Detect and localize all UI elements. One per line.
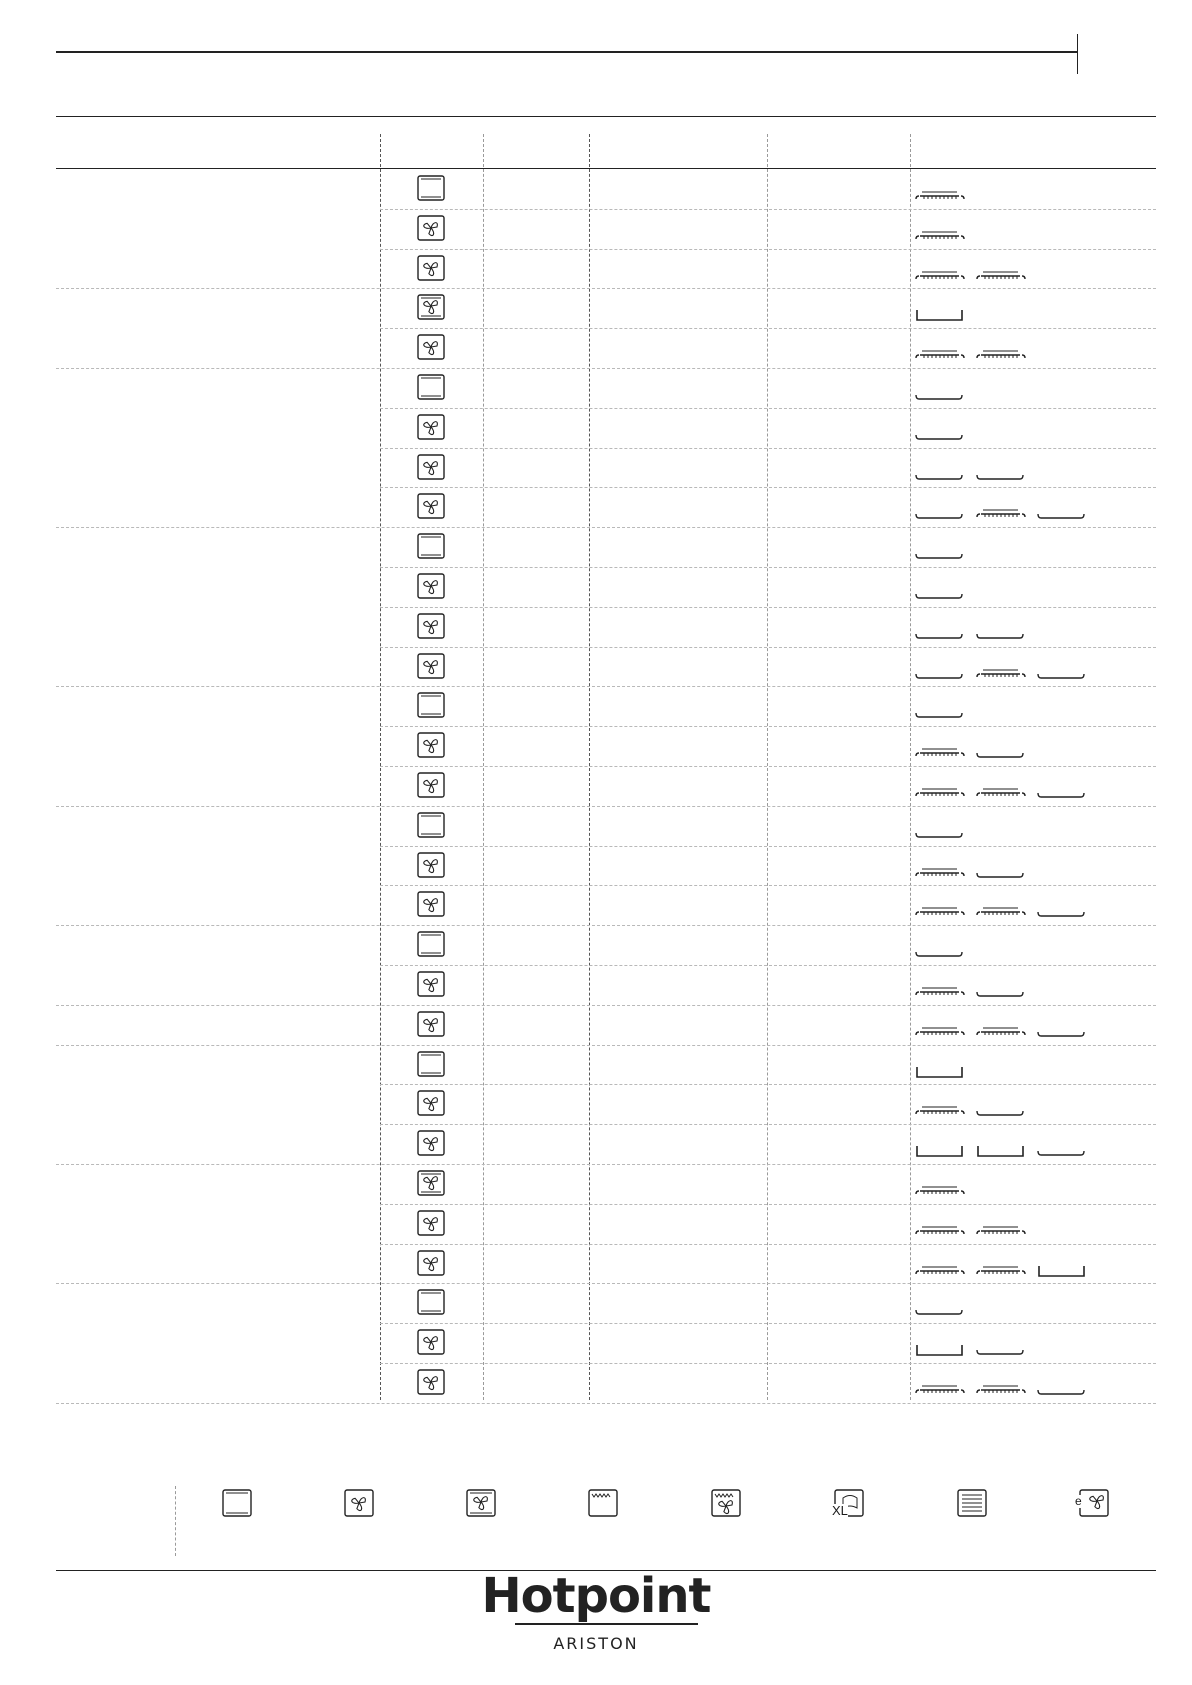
shelf-grill-icon [914, 905, 966, 921]
shelf-pan-icon [914, 1065, 966, 1081]
shelf-tray-icon [914, 547, 966, 563]
shelf-tray-icon [914, 667, 966, 683]
legend-xl-label: XL [832, 1503, 848, 1518]
fan-icon [417, 653, 445, 679]
row-separator [380, 726, 1156, 727]
shelf-pan-icon [914, 1343, 966, 1359]
col-divider-3 [589, 134, 590, 1400]
group-separator [56, 1005, 1156, 1006]
fan-icon [417, 493, 445, 519]
legend-static-icon [222, 1489, 252, 1519]
shelf-tray-icon [1036, 905, 1088, 921]
row-separator [380, 1323, 1156, 1324]
fan-icon [417, 1369, 445, 1395]
shelf-tray-icon [914, 945, 966, 961]
shelf-tray-icon [1036, 667, 1088, 683]
group-separator [56, 925, 1156, 926]
shelf-tray-icon [914, 627, 966, 643]
shelf-tray-icon [975, 1343, 1027, 1359]
shelf-grill-icon [975, 348, 1027, 364]
group-separator [56, 1164, 1156, 1165]
row-separator [380, 607, 1156, 608]
shelf-grill-icon [914, 985, 966, 1001]
fan-icon [417, 334, 445, 360]
row-separator [380, 408, 1156, 409]
fan-icon [417, 215, 445, 241]
shelf-tray-icon [914, 388, 966, 404]
shelf-tray-icon [914, 826, 966, 842]
row-separator [380, 1084, 1156, 1085]
static-icon [417, 812, 445, 838]
brand-sub: ARISTON [553, 1634, 639, 1653]
shelf-pan-icon [914, 1144, 966, 1160]
fan-icon [417, 772, 445, 798]
shelf-tray-icon [1036, 1025, 1088, 1041]
col-divider-1 [380, 134, 381, 1400]
shelf-grill-icon [975, 786, 1027, 802]
fan-icon [417, 1130, 445, 1156]
shelf-grill-icon [914, 189, 966, 205]
row-separator [380, 328, 1156, 329]
shelf-tray-icon [914, 1303, 966, 1319]
table-top-rule [56, 116, 1156, 117]
fan-icon [417, 255, 445, 281]
fan-icon [417, 852, 445, 878]
shelf-pan-icon [914, 308, 966, 324]
static-icon [417, 175, 445, 201]
shelf-grill-icon [914, 866, 966, 882]
row-separator [380, 1363, 1156, 1364]
row-separator [380, 1244, 1156, 1245]
col-divider-2 [483, 134, 484, 1400]
shelf-pan-icon [975, 1144, 1027, 1160]
shelf-grill-icon [914, 746, 966, 762]
shelf-tray-icon [975, 746, 1027, 762]
row-separator [380, 448, 1156, 449]
group-separator [56, 368, 1156, 369]
shelf-grill-icon [975, 1224, 1027, 1240]
row-separator [380, 1124, 1156, 1125]
shelf-grill-icon [975, 269, 1027, 285]
shelf-grill-icon [975, 1025, 1027, 1041]
shelf-grill-icon [914, 1224, 966, 1240]
top-rule-tick [1077, 34, 1078, 74]
shelf-grill-icon [914, 1264, 966, 1280]
shelf-grill-icon [914, 1025, 966, 1041]
shelf-tray-icon [914, 587, 966, 603]
convection-icon [417, 294, 445, 320]
row-separator [380, 766, 1156, 767]
shelf-tray-icon [975, 468, 1027, 484]
fan-icon [417, 1250, 445, 1276]
shelf-tray-icon [975, 627, 1027, 643]
row-separator [380, 846, 1156, 847]
row-separator [380, 1204, 1156, 1205]
group-separator [56, 1045, 1156, 1046]
static-icon [417, 1051, 445, 1077]
brand-logo: Hotpoint [481, 1568, 711, 1624]
fan-icon [417, 971, 445, 997]
fan-icon [417, 732, 445, 758]
shelf-tray-icon [1036, 507, 1088, 523]
row-separator [380, 885, 1156, 886]
legend-convection-icon [466, 1489, 496, 1519]
fan-icon [417, 454, 445, 480]
fan-icon [417, 1011, 445, 1037]
shelf-tray-icon [1036, 786, 1088, 802]
row-separator [380, 209, 1156, 210]
row-separator [380, 567, 1156, 568]
table-header-rule [56, 168, 1156, 169]
legend-fan-icon [344, 1489, 374, 1519]
legend-grill-icon [588, 1489, 618, 1519]
static-icon [417, 931, 445, 957]
shelf-pan-icon [1036, 1264, 1088, 1280]
shelf-tray-icon [1036, 1383, 1088, 1399]
shelf-tray-icon [975, 866, 1027, 882]
fan-icon [417, 1210, 445, 1236]
col-divider-5 [910, 134, 911, 1400]
legend-turbo-grill-icon [711, 1489, 741, 1519]
shelf-grill-icon [975, 667, 1027, 683]
row-separator [380, 249, 1156, 250]
shelf-tray-icon [914, 706, 966, 722]
static-icon [417, 692, 445, 718]
fan-icon [417, 573, 445, 599]
fan-icon [417, 1090, 445, 1116]
shelf-grill-icon [914, 1383, 966, 1399]
legend-xl-icon [834, 1489, 864, 1519]
shelf-tray-icon [914, 468, 966, 484]
shelf-tray-icon [1036, 1144, 1088, 1160]
static-icon [417, 533, 445, 559]
group-separator [56, 288, 1156, 289]
legend-divider [175, 1486, 176, 1556]
group-separator [56, 1283, 1156, 1284]
shelf-tray-icon [975, 1104, 1027, 1120]
shelf-grill-icon [914, 269, 966, 285]
top-rule [56, 51, 1078, 53]
group-separator [56, 806, 1156, 807]
row-separator [380, 965, 1156, 966]
fan-icon [417, 891, 445, 917]
shelf-grill-icon [914, 1104, 966, 1120]
shelf-grill-icon [914, 786, 966, 802]
static-icon [417, 1289, 445, 1315]
static-icon [417, 374, 445, 400]
group-separator [56, 686, 1156, 687]
shelf-tray-icon [975, 985, 1027, 1001]
fan-icon [417, 1329, 445, 1355]
shelf-grill-icon [975, 905, 1027, 921]
shelf-grill-icon [914, 229, 966, 245]
group-separator [56, 527, 1156, 528]
group-separator [56, 1403, 1156, 1404]
fan-icon [417, 414, 445, 440]
legend-eco-fan-label: e [1075, 1494, 1082, 1508]
shelf-grill-icon [975, 1383, 1027, 1399]
shelf-tray-icon [914, 428, 966, 444]
legend-eco-fan-icon [1075, 1489, 1109, 1519]
convection-icon [417, 1170, 445, 1196]
col-divider-4 [767, 134, 768, 1400]
row-separator [380, 487, 1156, 488]
row-separator [380, 647, 1156, 648]
shelf-grill-icon [975, 507, 1027, 523]
brand-logo-underline [515, 1623, 698, 1625]
shelf-tray-icon [914, 507, 966, 523]
fan-icon [417, 613, 445, 639]
legend-multi-level-icon [957, 1489, 987, 1519]
shelf-grill-icon [914, 1184, 966, 1200]
shelf-grill-icon [914, 348, 966, 364]
shelf-grill-icon [975, 1264, 1027, 1280]
